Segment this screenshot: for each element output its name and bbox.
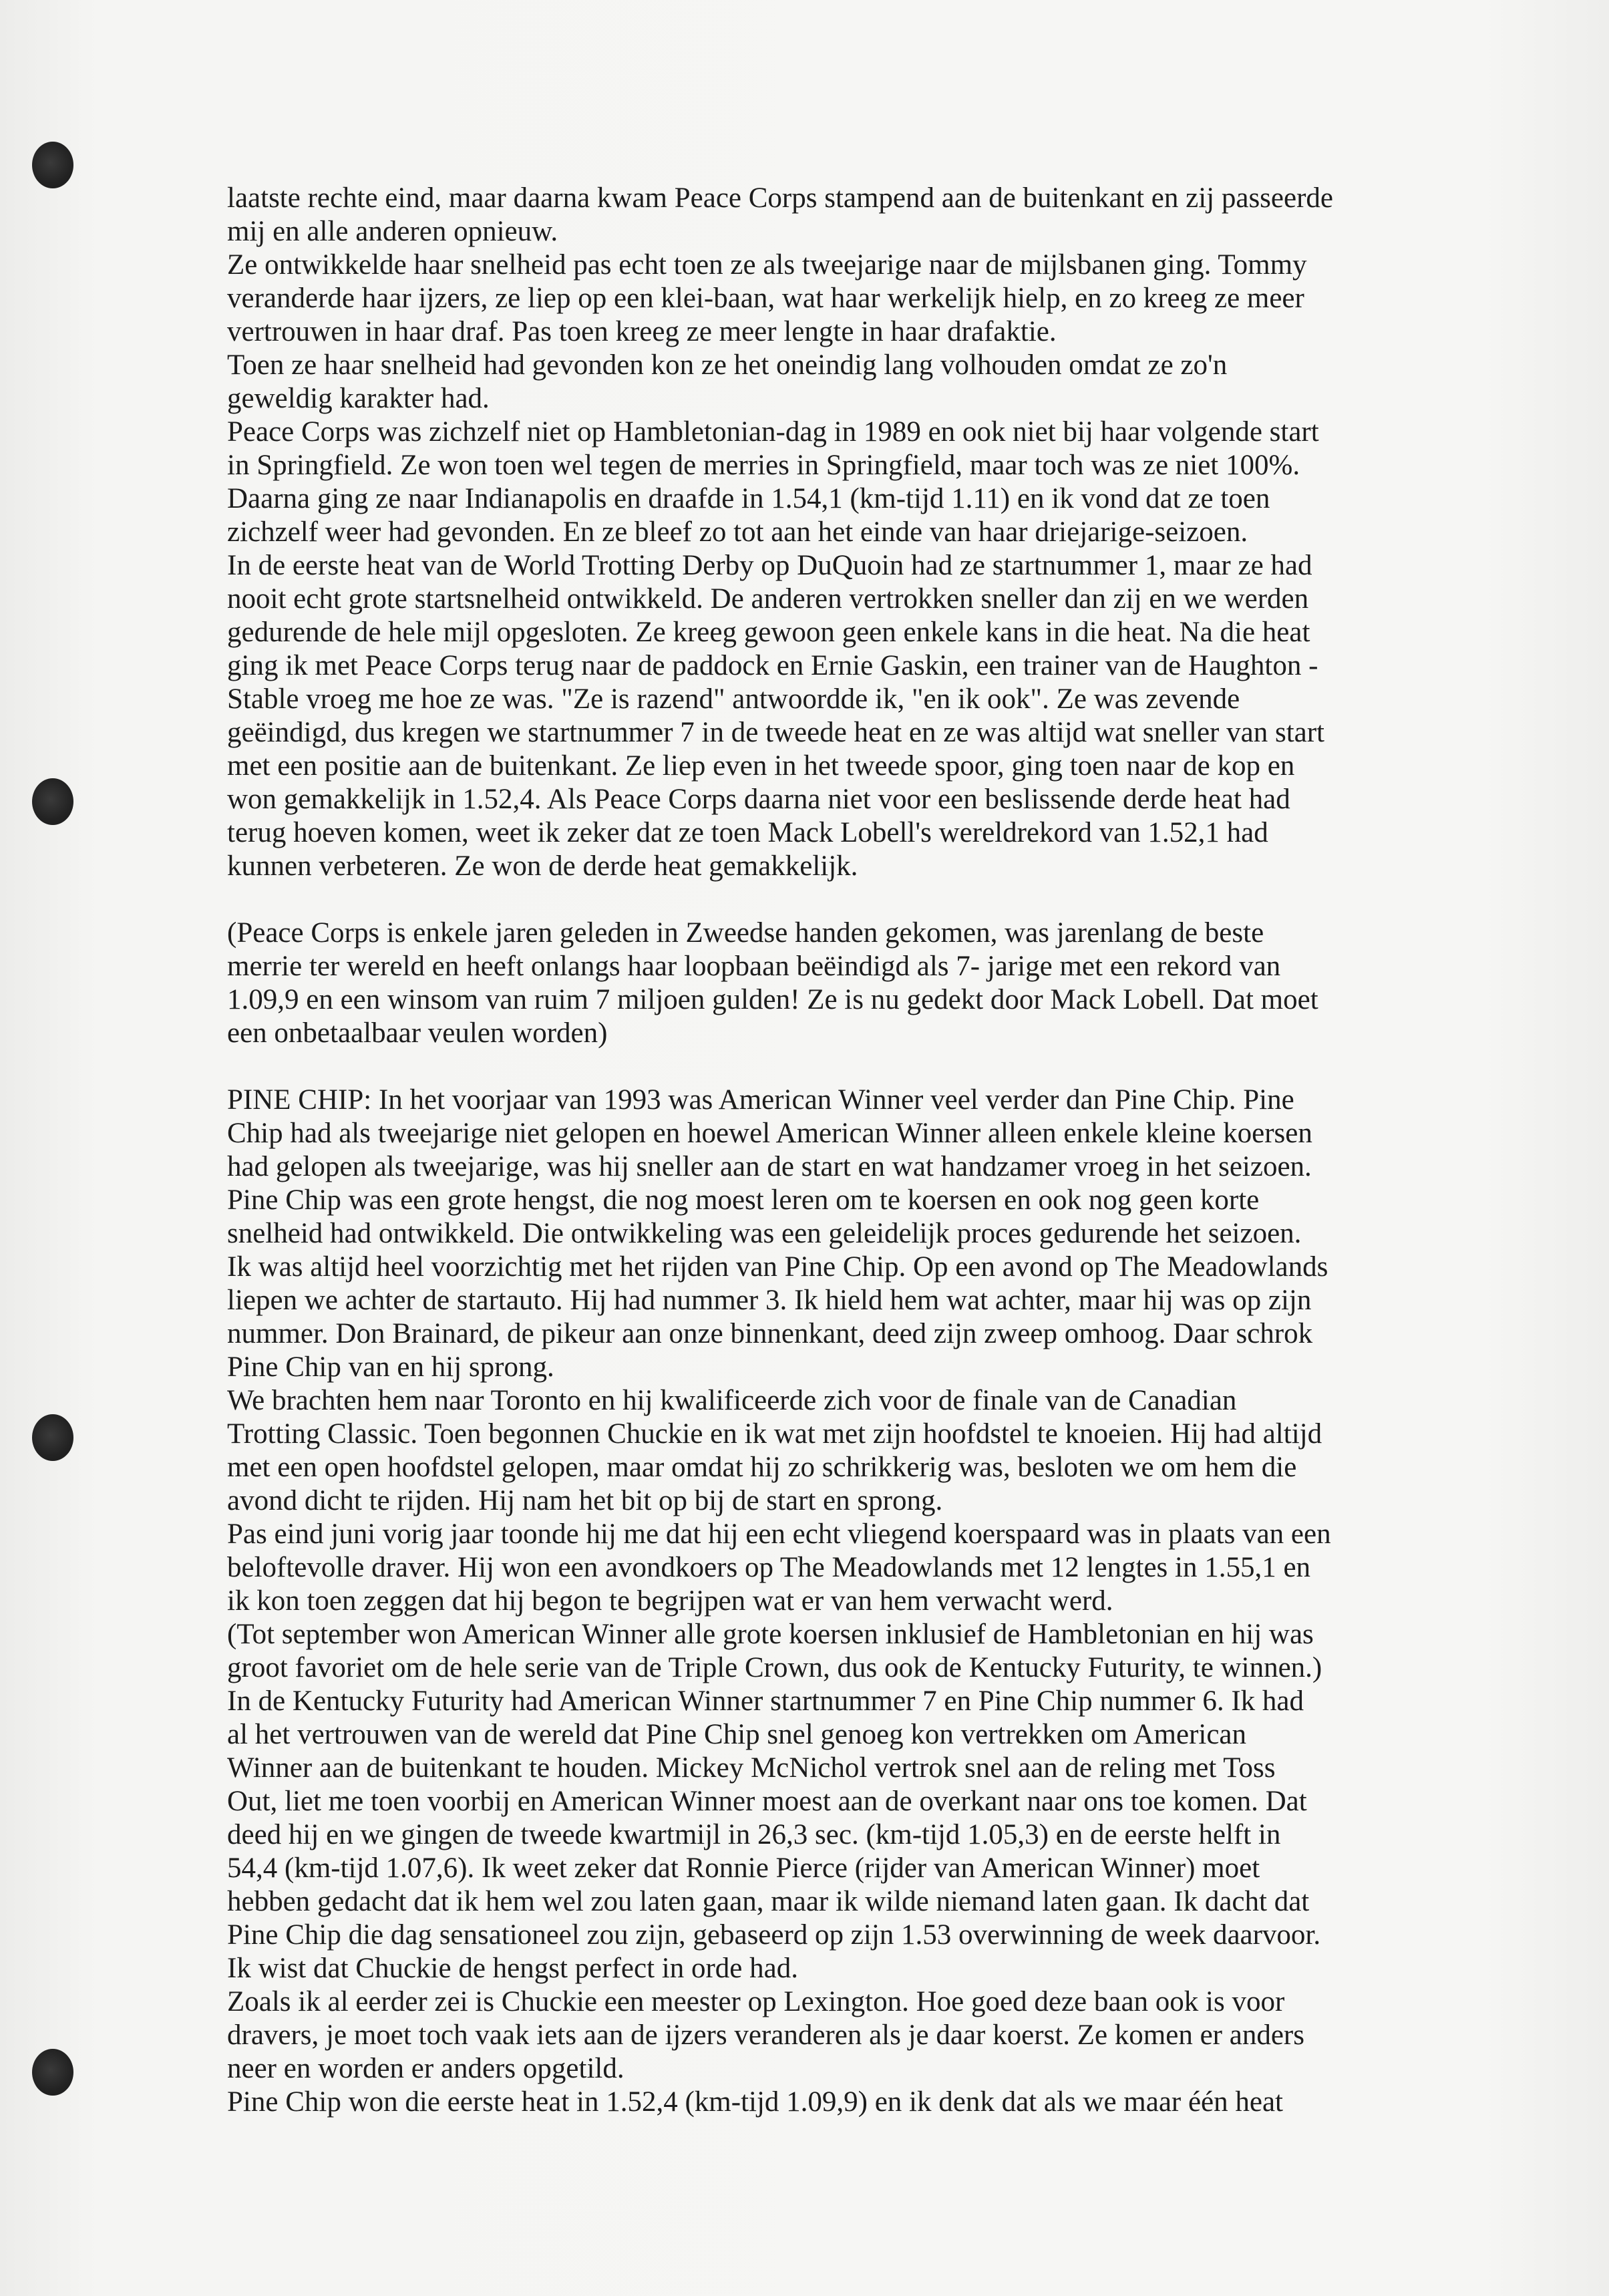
text-line: 54,4 (km-tijd 1.07,6). Ik weet zeker dat Ronnie Pierce (rijder van American Winner) moet (227, 1852, 1260, 1884)
text-line: Pine Chip die dag sensationeel zou zijn, gebaseerd op zijn 1.53 overwinning de week daarvoor. (227, 1919, 1321, 1951)
text-line: met een positie aan de buitenkant. Ze liep even in het tweede spoor, ging toen naar de kop en (227, 750, 1295, 782)
text-line: geweldig karakter had. (227, 383, 490, 414)
text-line: vertrouwen in haar draf. Pas toen kreeg ze meer lengte in haar drafaktie. (227, 316, 1057, 347)
text-line: Ik wist dat Chuckie de hengst perfect in orde had. (227, 1953, 798, 1984)
text-line: Winner aan de buitenkant te houden. Mickey McNichol vertrok snel aan de reling met Toss (227, 1752, 1276, 1784)
text-line: Pine Chip van en hij sprong. (227, 1351, 554, 1383)
text-line: Out, liet me toen voorbij en American Winner moest aan de overkant naar ons toe komen. Dat (227, 1786, 1307, 1817)
text-line: deed hij en we gingen de tweede kwartmijl in 26,3 sec. (km-tijd 1.05,3) en de eerste helft in (227, 1819, 1281, 1850)
text-line: Chip had als tweejarige niet gelopen en hoewel American Winner alleen enkele kleine koersen (227, 1118, 1312, 1149)
text-line: PINE CHIP: In het voorjaar van 1993 was American Winner veel verder dan Pine Chip. Pine (227, 1084, 1294, 1116)
text-line: Pas eind juni vorig jaar toonde hij me dat hij een echt vliegend koerspaard was in plaats van een (227, 1518, 1331, 1550)
text-line: met een open hoofdstel gelopen, maar omdat hij zo schrikkerig was, besloten we om hem die (227, 1452, 1297, 1483)
text-line: mij en alle anderen opnieuw. (227, 216, 558, 247)
text-line: 1.09,9 en een winsom van ruim 7 miljoen gulden! Ze is nu gedekt door Mack Lobell. Dat moet (227, 984, 1318, 1015)
paragraph-gap (227, 883, 1536, 917)
text-line: avond dicht te rijden. Hij nam het bit op bij de start en sprong. (227, 1485, 943, 1516)
text-line: Zoals ik al eerder zei is Chuckie een meester op Lexington. Hoe goed deze baan ook is voor (227, 1986, 1285, 2017)
text-line: (Peace Corps is enkele jaren geleden in Zweedse handen gekomen, was jarenlang de beste (227, 917, 1264, 949)
document-body (227, 182, 1536, 2119)
text-line: geëindigd, dus kregen we startnummer 7 in de tweede heat en ze was altijd wat sneller van start (227, 717, 1324, 748)
text-line: al het vertrouwen van de wereld dat Pine Chip snel genoeg kon vertrekken om American (227, 1719, 1247, 1750)
text-line: kunnen verbeteren. Ze won de derde heat gemakkelijk. (227, 850, 858, 882)
punch-hole-icon (32, 2049, 73, 2096)
text-line: ging ik met Peace Corps terug naar de paddock en Ernie Gaskin, een trainer van de Haughton - (227, 650, 1318, 681)
text-line: We brachten hem naar Toronto en hij kwalificeerde zich voor de finale van de Canadian (227, 1385, 1237, 1416)
text-line: Toen ze haar snelheid had gevonden kon ze het oneindig lang volhouden omdat ze zo'n (227, 349, 1228, 381)
text-line: beloftevolle draver. Hij won een avondkoers op The Meadowlands met 12 lengtes in 1.55,1 en (227, 1552, 1311, 1583)
text-line: veranderde haar ijzers, ze liep op een klei-baan, wat haar werkelijk hielp, en zo kreeg ze meer (227, 283, 1304, 314)
text-line: zichzelf weer had gevonden. En ze bleef zo tot aan het einde van haar driejarige-seizoen. (227, 516, 1248, 548)
text-line: dravers, je moet toch vaak iets aan de ijzers veranderen als je daar koerst. Ze komen er anders (227, 2019, 1304, 2051)
text-line: gedurende de hele mijl opgesloten. Ze kreeg gewoon geen enkele kans in die heat. Na die heat (227, 617, 1310, 648)
punch-hole-icon (32, 778, 73, 825)
text-line: laatste rechte eind, maar daarna kwam Peace Corps stampend aan de buitenkant en zij passeerde (227, 182, 1333, 214)
text-line: Pine Chip won die eerste heat in 1.52,4 (km-tijd 1.09,9) en ik denk dat als we maar één heat (227, 2086, 1284, 2118)
text-line: ik kon toen zeggen dat hij begon te begrijpen wat er van hem verwacht werd. (227, 1585, 1113, 1617)
punch-hole-icon (32, 142, 73, 188)
paragraph-gap (227, 1050, 1536, 1084)
text-line: een onbetaalbaar veulen worden) (227, 1017, 608, 1049)
text-line: merrie ter wereld en heeft onlangs haar loopbaan beëindigd als 7- jarige met een rekord van (227, 951, 1281, 982)
text-line: In de eerste heat van de World Trotting Derby op DuQuoin had ze startnummer 1, maar ze had (227, 550, 1312, 581)
text-line: groot favoriet om de hele serie van de Triple Crown, dus ook de Kentucky Futurity, te winnen.) (227, 1652, 1322, 1683)
text-line: (Tot september won American Winner alle grote koersen inklusief de Hambletonian en hij was (227, 1619, 1314, 1650)
text-line: had gelopen als tweejarige, was hij sneller aan de start en wat handzamer vroeg in het seizoen. (227, 1151, 1312, 1182)
text-line: Trotting Classic. Toen begonnen Chuckie en ik wat met zijn hoofdstel te knoeien. Hij had altijd (227, 1418, 1322, 1450)
text-line: Ze ontwikkelde haar snelheid pas echt toen ze als tweejarige naar de mijlsbanen ging. Tommy (227, 249, 1307, 281)
text-line: terug hoeven komen, weet ik zeker dat ze toen Mack Lobell's wereldrekord van 1.52,1 had (227, 817, 1268, 848)
text-line: Daarna ging ze naar Indianapolis en draafde in 1.54,1 (km-tijd 1.11) en ik vond dat ze toen (227, 483, 1270, 514)
text-line: hebben gedacht dat ik hem wel zou laten gaan, maar ik wilde niemand laten gaan. Ik dacht dat (227, 1886, 1310, 1917)
text-line: nummer. Don Brainard, de pikeur aan onze binnenkant, deed zijn zweep omhoog. Daar schrok (227, 1318, 1313, 1349)
text-line: Pine Chip was een grote hengst, die nog moest leren om te koersen en ook nog geen korte (227, 1184, 1260, 1216)
punch-hole-icon (32, 1414, 73, 1461)
text-line: nooit echt grote startsnelheid ontwikkeld. De anderen vertrokken sneller dan zij en we werden (227, 583, 1309, 615)
text-line: in Springfield. Ze won toen wel tegen de merries in Springfield, maar toch was ze niet 100%. (227, 450, 1300, 481)
text-line: won gemakkelijk in 1.52,4. Als Peace Corps daarna niet voor een beslissende derde heat had (227, 784, 1290, 815)
text-line: Peace Corps was zichzelf niet op Hambletonian-dag in 1989 en ook niet bij haar volgende start (227, 416, 1319, 448)
text-line: Stable vroeg me hoe ze was. "Ze is razend" antwoordde ik, "en ik ook". Ze was zevende (227, 683, 1240, 715)
text-line: snelheid had ontwikkeld. Die ontwikkeling was een geleidelijk proces gedurende het seizoen. (227, 1218, 1302, 1249)
text-line: Ik was altijd heel voorzichtig met het rijden van Pine Chip. Op een avond op The Meadowlands (227, 1251, 1328, 1283)
text-line: liepen we achter de startauto. Hij had nummer 3. Ik hield hem wat achter, maar hij was op zijn (227, 1285, 1312, 1316)
text-line: neer en worden er anders opgetild. (227, 2053, 624, 2084)
text-line: In de Kentucky Futurity had American Winner startnummer 7 en Pine Chip nummer 6. Ik had (227, 1685, 1304, 1717)
